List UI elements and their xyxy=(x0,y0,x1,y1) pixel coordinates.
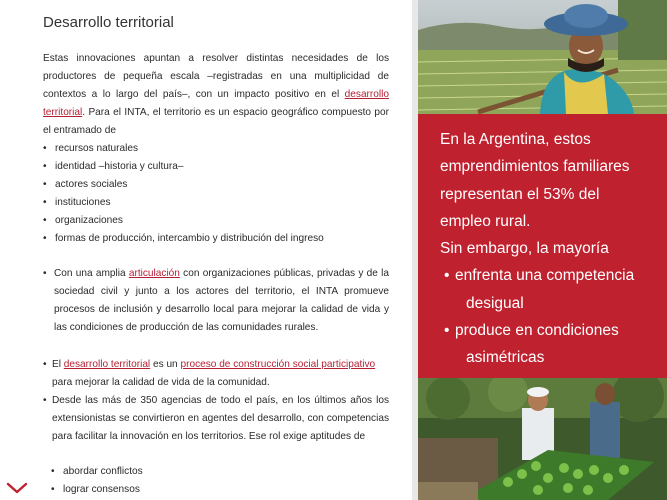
highlight-bullet-text: produce en condiciones xyxy=(455,322,619,340)
list-item-text: formas de producción, intercambio y distribución del ingreso xyxy=(55,233,324,244)
bullet-icon: • xyxy=(43,143,47,154)
highlight-bullet-text: enfrenta una competencia xyxy=(455,267,635,285)
bullet-icon: • xyxy=(43,197,47,208)
link-proceso-construccion-social[interactable]: proceso de construcción social participativo xyxy=(180,359,376,370)
highlight-bullet-text: asimétricas xyxy=(466,349,545,367)
articulacion-text-2: con organizaciones públicas, privadas y de la sociedad civil y junto a los actores del territorio, el INTA promueve procesos de inclusión y desarrollo local para mejorar la calidad de vida y las condiciones de producción de las comunidades rurales. xyxy=(54,268,389,333)
articulacion-text-1: Con una amplia xyxy=(54,268,129,279)
link-articulacion[interactable]: articulación xyxy=(128,268,180,279)
highlight-bullet xyxy=(440,262,655,317)
highlight-box xyxy=(418,114,667,378)
bullet-icon: • xyxy=(43,268,47,279)
bullet-icon: • xyxy=(43,233,47,244)
link-desarrollo-territorial[interactable]: desarrollo territorial xyxy=(43,89,389,118)
definicion-text-2: es un xyxy=(150,359,181,370)
highlight-line: representan el 53% del xyxy=(440,185,600,203)
list-item-text: organizaciones xyxy=(55,215,123,226)
intro-paragraph xyxy=(43,50,389,140)
list-item xyxy=(43,176,127,194)
chevron-down-icon[interactable] xyxy=(6,481,28,500)
highlight-bullet xyxy=(440,317,655,372)
agencias-text: Desde las más de 350 agencias de todo el país, en los últimos años los extensionistas se convirtieron en agentes del desarrollo, con competencias para facilitar la innovación en los territorios. Ese rol exige aptitudes de xyxy=(52,395,389,442)
articulacion-paragraph xyxy=(43,265,389,337)
bullet-icon: • xyxy=(444,267,450,285)
bullet-icon: • xyxy=(51,466,55,477)
highlight-line: emprendimientos familiares xyxy=(440,158,630,176)
highlight-line: Sin embargo, la mayoría xyxy=(440,240,609,258)
definicion-text-3: para mejorar la calidad de vida de la comunidad. xyxy=(52,377,270,388)
list-item xyxy=(51,463,143,481)
list-item xyxy=(43,212,123,230)
agencias-paragraph xyxy=(43,392,389,446)
link-desarrollo-territorial-2[interactable]: desarrollo territorial xyxy=(63,359,151,370)
list-item xyxy=(43,140,138,158)
intro-text-1: Estas innovaciones apuntan a resolver distintas necesidades de los productores de pequeña escala –registradas en una multiplicidad de contextos a lo largo del país–, con un impacto positivo en el xyxy=(43,53,389,100)
photo-farmer-woman xyxy=(418,0,667,114)
definicion-text-1: El xyxy=(52,359,64,370)
list-item xyxy=(51,481,140,499)
bullet-icon: • xyxy=(444,322,450,340)
sidebar-column xyxy=(418,0,667,500)
bullet-icon: • xyxy=(43,359,47,370)
list-item-text: actores sociales xyxy=(55,179,128,190)
list-item-text: lograr consensos xyxy=(63,484,140,495)
intro-text-2: . Para el INTA, el territorio es un espacio geográfico compuesto por el entramado de xyxy=(43,107,389,136)
photo-seedling-workers xyxy=(418,378,667,500)
bullet-icon: • xyxy=(43,395,47,406)
bullet-icon: • xyxy=(51,484,55,495)
bullet-icon: • xyxy=(43,215,47,226)
highlight-line: empleo rural. xyxy=(440,212,531,230)
list-item xyxy=(43,158,184,176)
bullet-icon: • xyxy=(43,161,47,172)
highlight-bullet-text: desigual xyxy=(466,294,524,312)
list-item-text: identidad –historia y cultura– xyxy=(55,161,184,172)
section-title: Desarrollo territorial xyxy=(43,14,174,31)
list-item-text: recursos naturales xyxy=(55,143,139,154)
definicion-paragraph xyxy=(43,356,389,392)
list-item-text: instituciones xyxy=(55,197,111,208)
list-item-text: abordar conflictos xyxy=(63,466,143,477)
list-item xyxy=(43,194,111,212)
bullet-icon: • xyxy=(43,179,47,190)
list-item xyxy=(43,230,324,248)
highlight-line: En la Argentina, estos xyxy=(440,131,591,148)
